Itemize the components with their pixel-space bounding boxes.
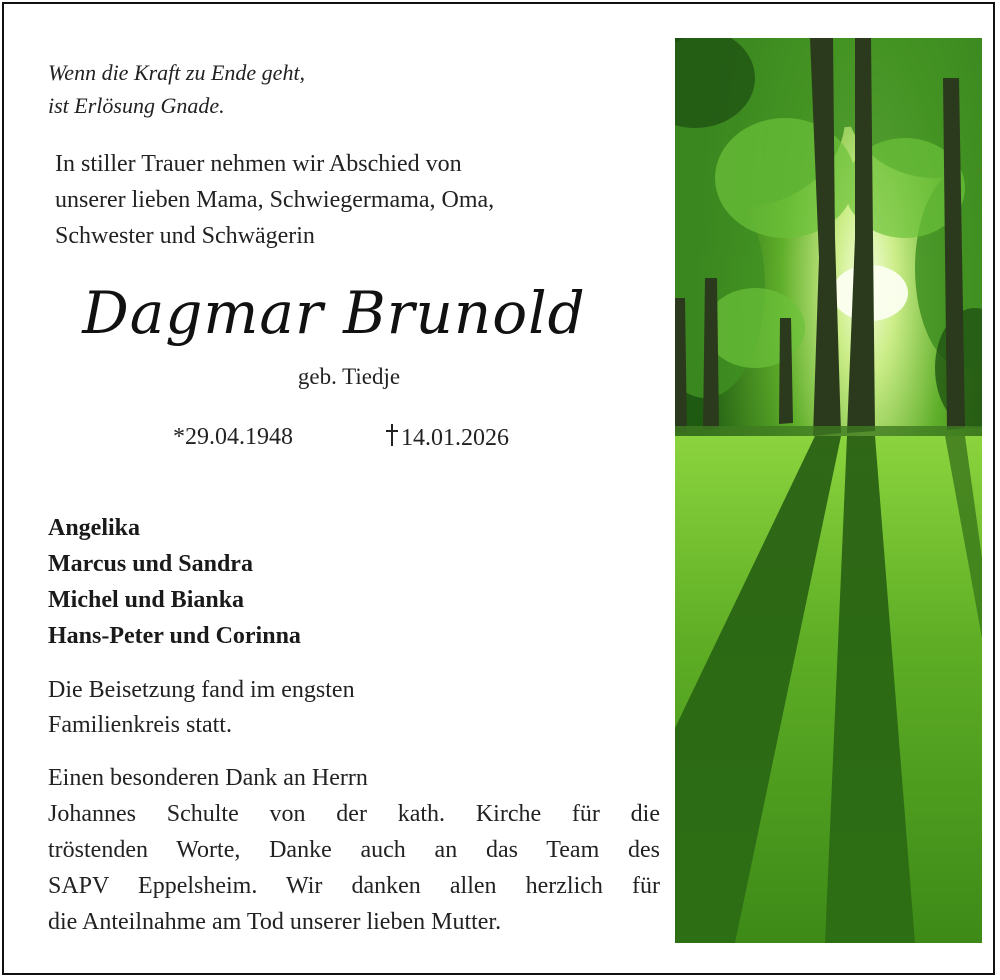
mourners-list [48, 510, 301, 654]
intro-text [55, 146, 494, 254]
thanks-line: tröstenden Worte, Danke auch an das Team des [48, 837, 660, 863]
park-photo [675, 38, 982, 943]
mourner: Angelika [48, 515, 141, 541]
intro-line: unserer lieben Mama, Schwiegermama, Oma, [55, 187, 495, 213]
funeral-line: Die Beisetzung fand im engsten [48, 677, 355, 703]
intro-line: In stiller Trauer nehmen wir Abschied von [55, 151, 462, 177]
birth-name: geb. Tiedje [297, 364, 401, 389]
thanks-line: Einen besonderen Dank an Herrn [48, 765, 368, 791]
mourner: Marcus und Sandra [48, 551, 253, 577]
thanks-line: SAPV Eppelsheim. Wir danken allen herzlich für [48, 873, 660, 899]
motto-line: ist Erlösung Gnade. [48, 93, 225, 118]
mourner: Michel und Bianka [48, 587, 245, 613]
thanks-line: die Anteilnahme am Tod unserer lieben Mutter. [48, 909, 502, 935]
death-date [385, 424, 509, 452]
cross-icon [385, 424, 399, 448]
death-date-value: 14.01.2026 [401, 425, 509, 451]
thanks-line: Johannes Schulte von der kath. Kirche für die [48, 801, 660, 827]
motto [48, 56, 305, 122]
mourner: Hans-Peter und Corinna [48, 623, 301, 649]
funeral-note [48, 673, 355, 743]
motto-line: Wenn die Kraft zu Ende geht, [48, 60, 306, 85]
birth-date: *29.04.1948 [173, 424, 293, 450]
funeral-line: Familienkreis statt. [48, 712, 232, 738]
intro-line: Schwester und Schwägerin [55, 223, 315, 249]
deceased-name: Dagmar Brunold [82, 279, 586, 347]
thanks-text [48, 760, 660, 940]
